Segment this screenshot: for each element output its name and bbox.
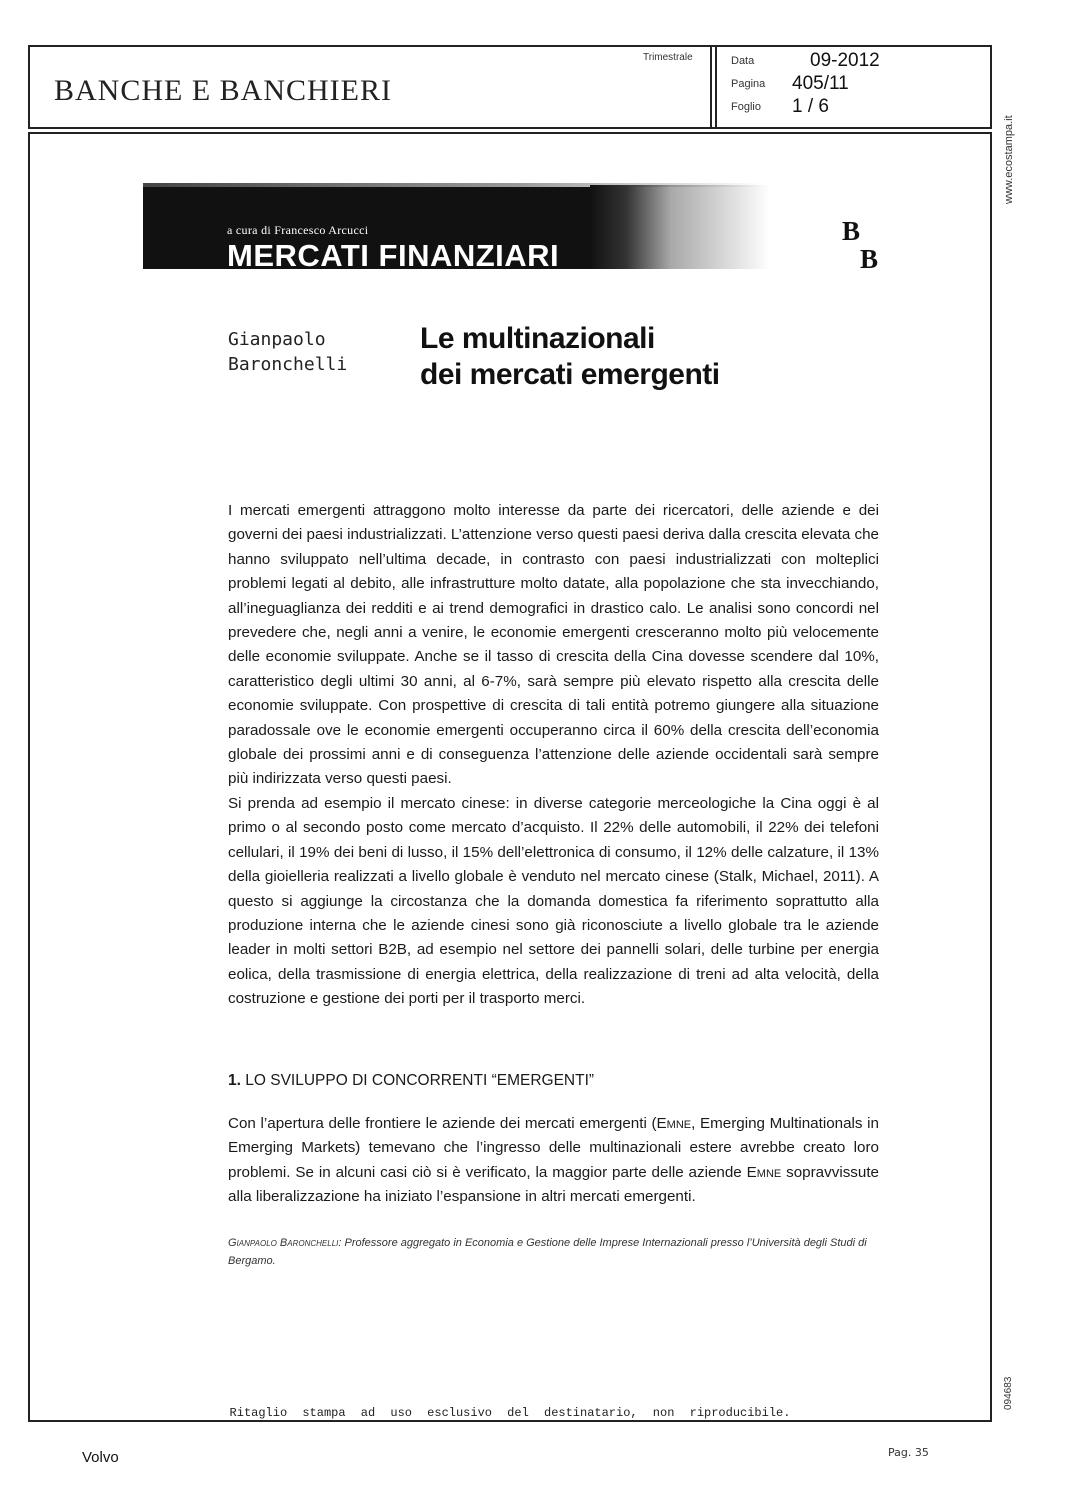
- paragraph: Si prenda ad esempio il mercato cinese: in diverse categorie merceologiche la Cina oggi è al primo o al secondo posto come mercato d’acquisto. Il 22% delle automobili, il 22% dei telefoni cellulari, il 19% dei beni di lusso, il 15% dell’elettronica di consumo, il 12% delle calzature, il 13% della gioielleria realizzati a livello globale è venduto nel mercato cinese (Stalk, Michael, 2011). A questo si aggiunge la circostanza che la domanda domestica fa riferimento soprattutto alla produzione interna che le aziende cinesi sono già riconosciute a livello globale tra le aziende leader in molti settori B2B, ad esempio nel settore dei pannelli solari, delle turbine per energia eolica, della trasmissione di energia elettrica, della realizzazione di treni ad alta velocità, della costruzione e gestione dei porti per il trasporto merci.: [228, 794, 879, 1008]
- paragraph: Con l’apertura delle frontiere le aziende dei mercati emergenti (Emne, Emerging Multinationals in Emerging Markets) temevano che l’ingresso delle multinazionali estere avrebbe creato loro problemi. Se in alcuni casi ciò si è verificato, la maggior parte delle aziende Emne sopravvissute alla liberalizzazione ha iniziato l’espansione in altri mercati emergenti.: [228, 1115, 879, 1206]
- acronym: Emne: [656, 1115, 692, 1132]
- paragraph: I mercati emergenti attraggono molto interesse da parte dei ricercatori, delle aziende e dei governi dei paesi industrializzati. L’attenzione verso questi paesi deriva dalla crescita elevata che hanno sviluppato nell’ultima decade, in contrasto con paesi industrializzati con molteplici problemi legati al debito, alle infrastrutture molto datate, alla popolazione che sta invecchiando, all’ineguaglianza dei redditi e ai trend demografici in drastico calo. Le analisi sono concordi nel prevedere che, negli anni a venire, le economie emergenti cresceranno molto più velocemente delle economie sviluppate. Anche se il tasso di crescita della Cina dovesse scendere dal 10%, caratteristico degli ultimi 30 anni, al 6-7%, sarà sempre più elevato rispetto alla crescita delle economie sviluppate. Con prospettive di crescita di tali entità potremo giungere alla situazione paradossale ove le economie emergenti occuperanno circa il 60% della crescita dell’economia globale dei prossimi anni e di conseguenza l’attenzione delle aziende occidentali sarà sempre più indirizzata verso questi paesi.: [228, 502, 879, 788]
- section-heading: [228, 1072, 594, 1090]
- source-url: www.ecostampa.it: [1003, 115, 1015, 204]
- meta-label-page: Pagina: [731, 78, 766, 90]
- meta-value-date: 09-2012: [810, 50, 880, 71]
- meta-label-sheet: Foglio: [731, 101, 761, 113]
- article-body: [228, 499, 879, 1012]
- article-title-line1: Le multinazionali: [420, 322, 655, 355]
- section-editor: a cura di Francesco Arcucci: [227, 223, 369, 237]
- author-last-name: Baronchelli: [228, 354, 348, 375]
- author-first-name: Gianpaolo: [228, 329, 326, 350]
- meta-value-sheet: 1 / 6: [792, 96, 829, 117]
- footnote-text: Professore aggregato in Economia e Gestione delle Imprese Internazionali presso l’Università degli Studi di Bergamo.: [228, 1237, 867, 1267]
- section-banner-fade: [590, 185, 770, 269]
- meta-value-page: 405/11: [792, 73, 849, 94]
- bb-logo-bottom: B: [860, 244, 879, 274]
- periodicity: Trimestrale: [643, 52, 693, 63]
- footnote-name: Gianpaolo Baronchelli:: [228, 1237, 342, 1249]
- clipping-notice: Ritaglio stampa ad uso esclusivo del destinatario, non riproducibile.: [229, 1406, 791, 1420]
- section-heading-text: LO SVILUPPO DI CONCORRENTI “EMERGENTI”: [245, 1072, 595, 1089]
- section-number: 1.: [228, 1072, 241, 1089]
- header-divider: [715, 45, 717, 129]
- acronym: Emne: [746, 1163, 782, 1181]
- publication-name: BANCHE E BANCHIERI: [54, 74, 392, 107]
- author: [228, 327, 347, 377]
- article-title: [420, 321, 720, 393]
- author-footnote: [228, 1234, 879, 1270]
- header-divider: [710, 45, 712, 129]
- client-name: Volvo: [82, 1449, 119, 1466]
- article-title-line2: dei mercati emergenti: [420, 358, 720, 391]
- bb-logo-top: B: [842, 216, 861, 246]
- page-number: Pag. 35: [888, 1446, 929, 1459]
- meta-label-date: Data: [731, 55, 755, 67]
- clipping-code: 094683: [1003, 1376, 1014, 1410]
- article-body-section1: [228, 1112, 879, 1210]
- section-title: MERCATI FINANZIARI: [227, 238, 560, 269]
